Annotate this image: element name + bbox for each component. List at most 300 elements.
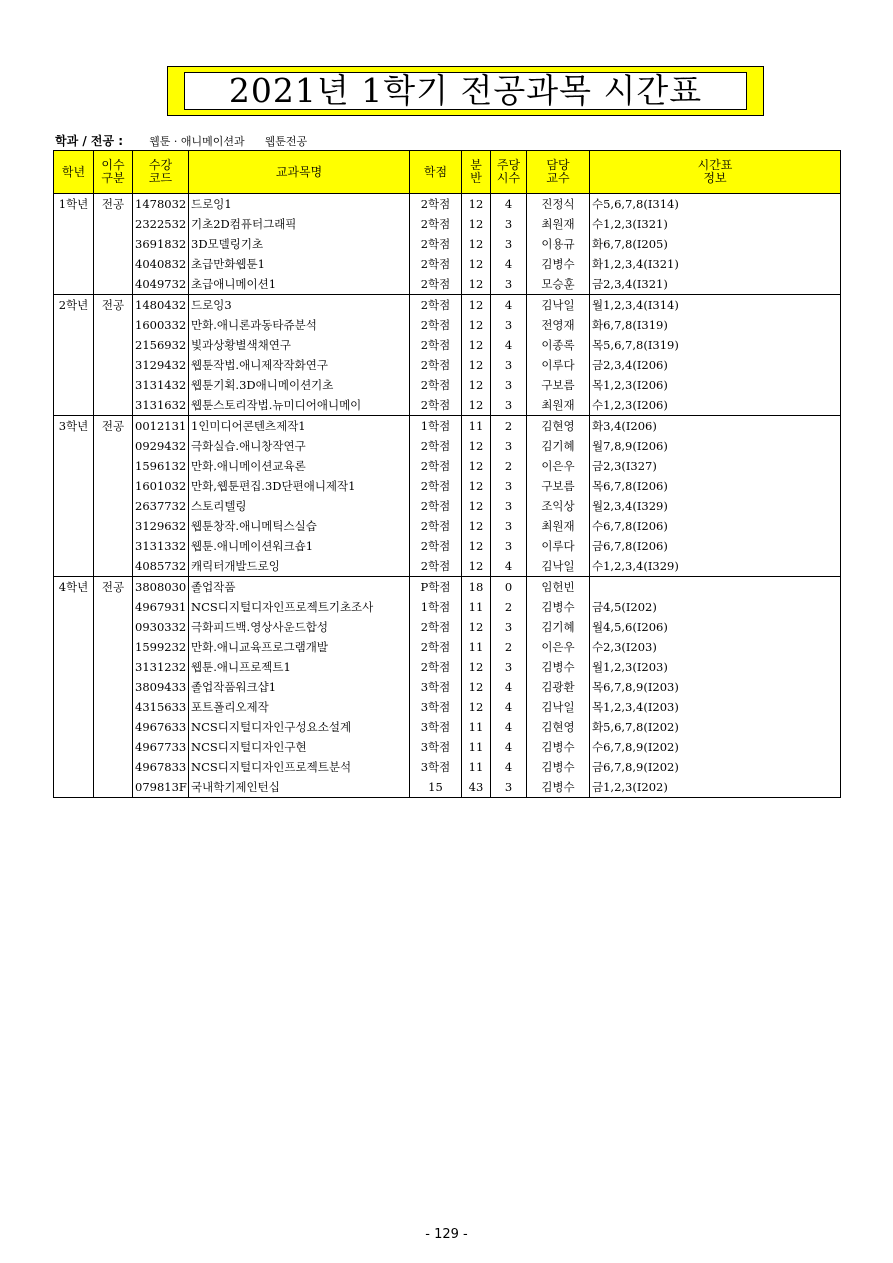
course-hours: 3	[491, 657, 527, 677]
course-code: 3131232	[133, 657, 189, 677]
course-professor: 김병수	[527, 757, 590, 777]
course-hours: 3	[491, 516, 527, 536]
type-cell	[94, 315, 133, 335]
course-section: 12	[462, 214, 491, 234]
course-code: 1596132	[133, 456, 189, 476]
course-name: 드로잉3	[189, 295, 410, 316]
course-schedule: 수1,2,3,4(I329)	[590, 556, 841, 577]
course-credit: 2학점	[410, 335, 462, 355]
type-cell	[94, 355, 133, 375]
grade-cell	[54, 234, 94, 254]
major-name: 웹툰전공	[264, 135, 308, 148]
course-name: 웹툰기획.3D애니메이션기초	[189, 375, 410, 395]
course-name: 웹툰작법.애니제작작화연구	[189, 355, 410, 375]
grade-cell: 4학년	[54, 577, 94, 598]
course-credit: 2학점	[410, 194, 462, 215]
course-code: 2156932	[133, 335, 189, 355]
table-row	[54, 315, 841, 335]
grade-cell	[54, 436, 94, 456]
course-section: 43	[462, 777, 491, 798]
course-schedule: 화6,7,8(I205)	[590, 234, 841, 254]
header-credit: 학점	[410, 151, 462, 194]
course-code: 4967633	[133, 717, 189, 737]
department-label: 학과 / 전공 :	[55, 134, 124, 148]
course-hours: 4	[491, 677, 527, 697]
type-cell	[94, 617, 133, 637]
course-professor: 구보름	[527, 375, 590, 395]
course-credit: 2학점	[410, 214, 462, 234]
course-name: 국내학기제인턴십	[189, 777, 410, 798]
course-credit: 2학점	[410, 496, 462, 516]
course-hours: 3	[491, 395, 527, 416]
course-section: 12	[462, 677, 491, 697]
course-section: 12	[462, 536, 491, 556]
course-schedule: 금2,3(I327)	[590, 456, 841, 476]
course-section: 12	[462, 355, 491, 375]
course-professor: 최원재	[527, 214, 590, 234]
table-row	[54, 717, 841, 737]
course-hours: 3	[491, 315, 527, 335]
course-credit: 2학점	[410, 436, 462, 456]
course-name: 웹툰.애니프로젝트1	[189, 657, 410, 677]
grade-cell	[54, 214, 94, 234]
course-schedule: 월4,5,6(I206)	[590, 617, 841, 637]
course-section: 12	[462, 295, 491, 316]
course-section: 18	[462, 577, 491, 598]
course-credit: 3학점	[410, 697, 462, 717]
course-name: 웹툰.애니메이션워크숍1	[189, 536, 410, 556]
table-row	[54, 456, 841, 476]
grade-cell	[54, 536, 94, 556]
type-cell	[94, 234, 133, 254]
course-professor: 김낙일	[527, 295, 590, 316]
course-hours: 3	[491, 777, 527, 798]
course-code: 4315633	[133, 697, 189, 717]
course-professor: 모승훈	[527, 274, 590, 295]
course-section: 12	[462, 375, 491, 395]
header-hours: 주당 시수	[491, 151, 527, 194]
course-name: NCS디지털디자인구성요소설계	[189, 717, 410, 737]
course-code: 1599232	[133, 637, 189, 657]
course-section: 12	[462, 395, 491, 416]
course-hours: 2	[491, 637, 527, 657]
grade-cell	[54, 375, 94, 395]
course-name: NCS디지털디자인구현	[189, 737, 410, 757]
type-cell	[94, 335, 133, 355]
grade-cell	[54, 496, 94, 516]
course-professor: 진정식	[527, 194, 590, 215]
course-professor: 최원재	[527, 395, 590, 416]
course-code: 1478032	[133, 194, 189, 215]
course-name: 포트폴리오제작	[189, 697, 410, 717]
course-professor: 김병수	[527, 254, 590, 274]
course-credit: 2학점	[410, 234, 462, 254]
course-credit: 2학점	[410, 315, 462, 335]
course-code: 3129632	[133, 516, 189, 536]
course-schedule: 화6,7,8(I319)	[590, 315, 841, 335]
course-schedule: 월7,8,9(I206)	[590, 436, 841, 456]
table-row	[54, 395, 841, 416]
course-code: 3131632	[133, 395, 189, 416]
course-section: 11	[462, 757, 491, 777]
course-name: 초급만화웹툰1	[189, 254, 410, 274]
course-credit: 2학점	[410, 637, 462, 657]
course-schedule: 수6,7,8,9(I202)	[590, 737, 841, 757]
course-section: 11	[462, 416, 491, 437]
type-cell	[94, 556, 133, 577]
course-section: 11	[462, 597, 491, 617]
course-code: 1601032	[133, 476, 189, 496]
header-course: 교과목명	[189, 151, 410, 194]
course-schedule: 금6,7,8,9(I202)	[590, 757, 841, 777]
course-section: 12	[462, 516, 491, 536]
type-cell	[94, 777, 133, 798]
course-schedule: 목1,2,3,4(I203)	[590, 697, 841, 717]
table-row	[54, 194, 841, 215]
course-hours: 3	[491, 617, 527, 637]
grade-cell	[54, 335, 94, 355]
course-schedule: 수1,2,3(I206)	[590, 395, 841, 416]
course-hours: 4	[491, 737, 527, 757]
course-hours: 3	[491, 436, 527, 456]
header-professor: 담당 교수	[527, 151, 590, 194]
header-code: 수강 코드	[133, 151, 189, 194]
course-schedule: 목6,7,8(I206)	[590, 476, 841, 496]
type-cell: 전공	[94, 577, 133, 598]
course-code: 4967833	[133, 757, 189, 777]
header-type: 이수 구분	[94, 151, 133, 194]
course-code: 2637732	[133, 496, 189, 516]
table-row	[54, 757, 841, 777]
course-name: 졸업작품	[189, 577, 410, 598]
course-section: 12	[462, 194, 491, 215]
page-number: - 129 -	[425, 1227, 468, 1242]
course-name: 극화실습.애니창작연구	[189, 436, 410, 456]
course-schedule: 화5,6,7,8(I202)	[590, 717, 841, 737]
course-credit: 1학점	[410, 597, 462, 617]
course-name: 만화.애니론과동타쥬분석	[189, 315, 410, 335]
course-credit: 2학점	[410, 395, 462, 416]
course-code: 0929432	[133, 436, 189, 456]
table-row	[54, 355, 841, 375]
type-cell	[94, 476, 133, 496]
table-row	[54, 295, 841, 316]
course-professor: 김병수	[527, 777, 590, 798]
grade-cell	[54, 597, 94, 617]
grade-cell	[54, 556, 94, 577]
header-schedule: 시간표 정보	[590, 151, 841, 194]
table-row	[54, 375, 841, 395]
course-code: 0930332	[133, 617, 189, 637]
course-name: 초급애니메이션1	[189, 274, 410, 295]
course-code: 4049732	[133, 274, 189, 295]
table-row	[54, 777, 841, 798]
course-credit: P학점	[410, 577, 462, 598]
type-cell	[94, 395, 133, 416]
course-code: 3129432	[133, 355, 189, 375]
table-row	[54, 496, 841, 516]
header-row	[54, 151, 841, 194]
course-credit: 3학점	[410, 717, 462, 737]
course-hours: 3	[491, 355, 527, 375]
course-hours: 2	[491, 456, 527, 476]
course-professor: 김현영	[527, 416, 590, 437]
grade-cell	[54, 254, 94, 274]
course-schedule: 월1,2,3,4(I314)	[590, 295, 841, 316]
course-professor: 이루다	[527, 355, 590, 375]
course-credit: 2학점	[410, 456, 462, 476]
table-row	[54, 254, 841, 274]
table-row	[54, 617, 841, 637]
grade-cell	[54, 476, 94, 496]
grade-cell	[54, 657, 94, 677]
course-section: 12	[462, 274, 491, 295]
type-cell	[94, 757, 133, 777]
course-credit: 3학점	[410, 737, 462, 757]
course-credit: 2학점	[410, 516, 462, 536]
course-credit: 2학점	[410, 295, 462, 316]
course-professor: 이은우	[527, 456, 590, 476]
course-schedule: 금1,2,3(I202)	[590, 777, 841, 798]
course-credit: 2학점	[410, 617, 462, 637]
course-name: 기초2D컴퓨터그래픽	[189, 214, 410, 234]
course-hours: 3	[491, 274, 527, 295]
course-credit: 2학점	[410, 476, 462, 496]
course-hours: 4	[491, 194, 527, 215]
course-credit: 2학점	[410, 254, 462, 274]
course-professor: 김병수	[527, 737, 590, 757]
table-row	[54, 476, 841, 496]
table-row	[54, 516, 841, 536]
table-row	[54, 536, 841, 556]
course-professor: 이용규	[527, 234, 590, 254]
course-name: 웹툰창작.애니메틱스실습	[189, 516, 410, 536]
course-credit: 3학점	[410, 757, 462, 777]
course-schedule	[590, 577, 841, 598]
course-credit: 2학점	[410, 657, 462, 677]
grade-cell	[54, 637, 94, 657]
course-name: 극화피드백.영상사운드합성	[189, 617, 410, 637]
course-schedule: 월2,3,4(I329)	[590, 496, 841, 516]
course-professor: 김기혜	[527, 617, 590, 637]
course-schedule: 목5,6,7,8(I319)	[590, 335, 841, 355]
grade-cell	[54, 757, 94, 777]
course-code: 3809433	[133, 677, 189, 697]
course-section: 12	[462, 476, 491, 496]
course-hours: 3	[491, 375, 527, 395]
type-cell	[94, 657, 133, 677]
course-name: 스토리텔링	[189, 496, 410, 516]
table-row	[54, 697, 841, 717]
course-hours: 4	[491, 556, 527, 577]
table-row	[54, 416, 841, 437]
course-credit: 2학점	[410, 274, 462, 295]
grade-cell	[54, 617, 94, 637]
course-schedule: 목1,2,3(I206)	[590, 375, 841, 395]
course-professor: 이루다	[527, 536, 590, 556]
grade-cell	[54, 456, 94, 476]
course-professor: 이은우	[527, 637, 590, 657]
course-name: 만화.애니메이션교육론	[189, 456, 410, 476]
course-hours: 0	[491, 577, 527, 598]
course-schedule: 화1,2,3,4(I321)	[590, 254, 841, 274]
type-cell	[94, 456, 133, 476]
course-hours: 3	[491, 536, 527, 556]
course-name: 졸업작품워크샵1	[189, 677, 410, 697]
table-row	[54, 577, 841, 598]
course-schedule: 수1,2,3(I321)	[590, 214, 841, 234]
course-section: 12	[462, 657, 491, 677]
course-name: 1인미디어콘텐츠제작1	[189, 416, 410, 437]
type-cell	[94, 677, 133, 697]
table-row	[54, 556, 841, 577]
course-professor: 구보름	[527, 476, 590, 496]
table-row	[54, 234, 841, 254]
course-professor: 김광환	[527, 677, 590, 697]
course-schedule: 월1,2,3(I203)	[590, 657, 841, 677]
course-schedule: 금2,3,4(I206)	[590, 355, 841, 375]
course-hours: 3	[491, 496, 527, 516]
course-code: 079813F	[133, 777, 189, 798]
course-schedule: 수2,3(I203)	[590, 637, 841, 657]
course-schedule: 수5,6,7,8(I314)	[590, 194, 841, 215]
course-credit: 15	[410, 777, 462, 798]
grade-cell	[54, 274, 94, 295]
course-schedule: 금2,3,4(I321)	[590, 274, 841, 295]
table-row	[54, 436, 841, 456]
table-row	[54, 737, 841, 757]
course-schedule: 목6,7,8,9(I203)	[590, 677, 841, 697]
course-code: 0012131	[133, 416, 189, 437]
course-code: 3808030	[133, 577, 189, 598]
course-hours: 3	[491, 234, 527, 254]
course-hours: 3	[491, 214, 527, 234]
page-title: 2021년 1학기 전공과목 시간표	[184, 72, 747, 110]
course-professor: 김낙일	[527, 556, 590, 577]
course-hours: 4	[491, 335, 527, 355]
table-row	[54, 637, 841, 657]
grade-cell: 2학년	[54, 295, 94, 316]
course-name: 웹툰스토리작법.뉴미디어애니메이	[189, 395, 410, 416]
course-code: 4085732	[133, 556, 189, 577]
course-name: 3D모델링기초	[189, 234, 410, 254]
grade-cell	[54, 717, 94, 737]
course-professor: 김기혜	[527, 436, 590, 456]
type-cell	[94, 436, 133, 456]
course-hours: 4	[491, 295, 527, 316]
course-code: 3131432	[133, 375, 189, 395]
table-row	[54, 677, 841, 697]
course-section: 12	[462, 234, 491, 254]
grade-cell: 3학년	[54, 416, 94, 437]
course-section: 12	[462, 496, 491, 516]
timetable-body	[54, 194, 841, 798]
course-section: 12	[462, 556, 491, 577]
course-code: 1480432	[133, 295, 189, 316]
course-professor: 최원재	[527, 516, 590, 536]
type-cell	[94, 717, 133, 737]
course-credit: 1학점	[410, 416, 462, 437]
course-section: 12	[462, 436, 491, 456]
course-code: 4967733	[133, 737, 189, 757]
course-code: 2322532	[133, 214, 189, 234]
course-name: 빛과상황별색채연구	[189, 335, 410, 355]
course-section: 12	[462, 315, 491, 335]
type-cell	[94, 496, 133, 516]
course-name: NCS디지털디자인프로젝트기초조사	[189, 597, 410, 617]
course-code: 4040832	[133, 254, 189, 274]
type-cell: 전공	[94, 194, 133, 215]
type-cell	[94, 375, 133, 395]
course-credit: 2학점	[410, 375, 462, 395]
course-schedule: 수6,7,8(I206)	[590, 516, 841, 536]
course-code: 3131332	[133, 536, 189, 556]
grade-cell	[54, 395, 94, 416]
course-hours: 4	[491, 717, 527, 737]
type-cell	[94, 516, 133, 536]
course-schedule: 금4,5(I202)	[590, 597, 841, 617]
department-name: 웹툰 · 애니메이션과	[149, 135, 245, 148]
grade-cell	[54, 355, 94, 375]
type-cell	[94, 637, 133, 657]
course-code: 1600332	[133, 315, 189, 335]
type-cell	[94, 697, 133, 717]
course-section: 12	[462, 456, 491, 476]
course-section: 12	[462, 254, 491, 274]
course-code: 4967931	[133, 597, 189, 617]
type-cell: 전공	[94, 295, 133, 316]
course-professor: 임헌빈	[527, 577, 590, 598]
course-professor: 이종록	[527, 335, 590, 355]
table-row	[54, 657, 841, 677]
table-row	[54, 214, 841, 234]
type-cell: 전공	[94, 416, 133, 437]
course-section: 12	[462, 617, 491, 637]
course-hours: 2	[491, 416, 527, 437]
course-schedule: 화3,4(I206)	[590, 416, 841, 437]
timetable	[53, 150, 841, 798]
course-schedule: 금6,7,8(I206)	[590, 536, 841, 556]
grade-cell	[54, 697, 94, 717]
course-name: 만화.애니교육프로그램개발	[189, 637, 410, 657]
table-row	[54, 597, 841, 617]
course-name: NCS디지털디자인프로젝트분석	[189, 757, 410, 777]
type-cell	[94, 737, 133, 757]
course-hours: 4	[491, 697, 527, 717]
type-cell	[94, 214, 133, 234]
course-credit: 2학점	[410, 536, 462, 556]
grade-cell	[54, 777, 94, 798]
course-hours: 2	[491, 597, 527, 617]
type-cell	[94, 536, 133, 556]
course-section: 11	[462, 737, 491, 757]
course-section: 12	[462, 697, 491, 717]
table-row	[54, 335, 841, 355]
course-name: 만화,웹툰편집.3D단편애니제작1	[189, 476, 410, 496]
course-professor: 김병수	[527, 597, 590, 617]
grade-cell	[54, 677, 94, 697]
grade-cell: 1학년	[54, 194, 94, 215]
type-cell	[94, 254, 133, 274]
header-grade: 학년	[54, 151, 94, 194]
course-professor: 전영재	[527, 315, 590, 335]
table-row	[54, 274, 841, 295]
type-cell	[94, 274, 133, 295]
course-professor: 김낙일	[527, 697, 590, 717]
course-hours: 4	[491, 254, 527, 274]
course-section: 11	[462, 717, 491, 737]
grade-cell	[54, 737, 94, 757]
